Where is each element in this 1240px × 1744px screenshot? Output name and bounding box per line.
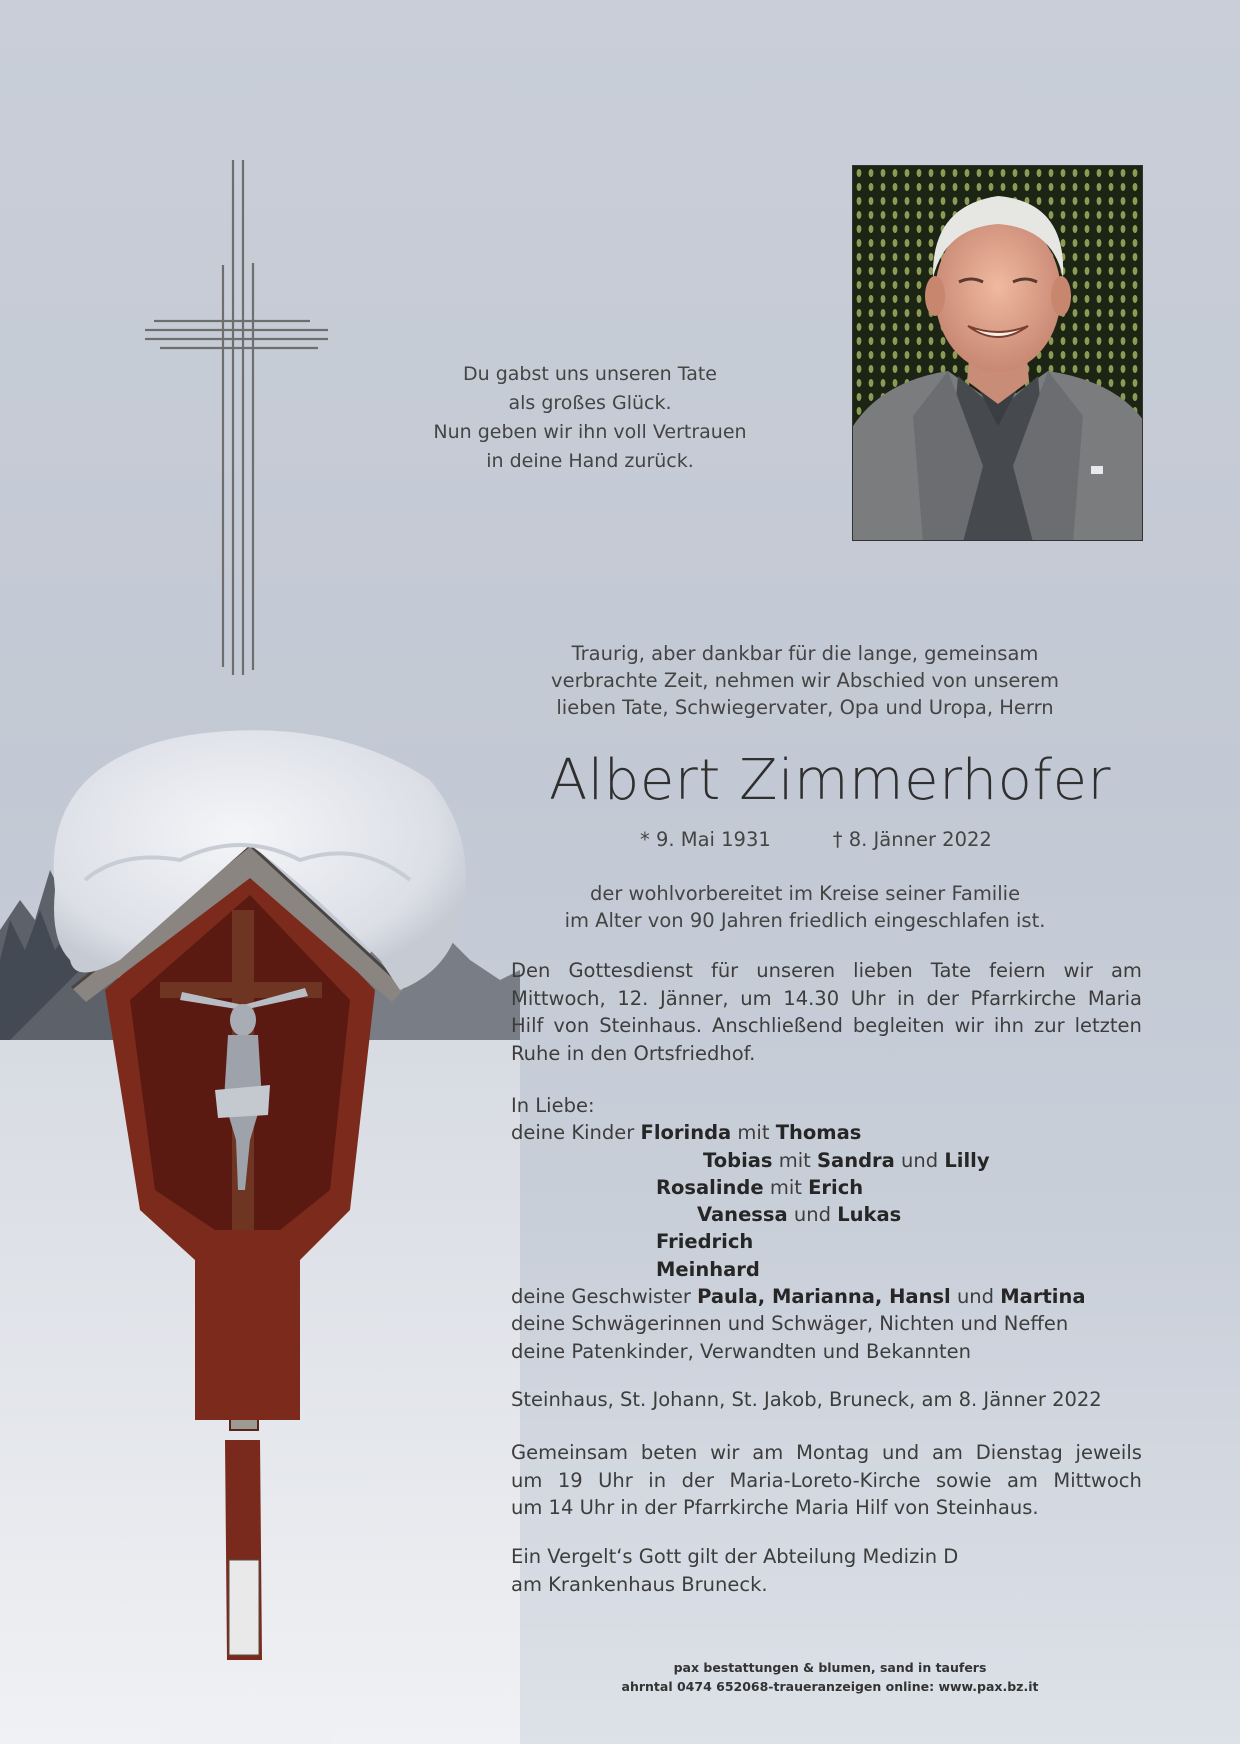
- service-line: Ruhe in den Ortsfriedhof.: [511, 1041, 756, 1065]
- word: beten: [640, 1441, 698, 1464]
- service-line: [511, 985, 1142, 1013]
- word: Mittwoch,: [511, 986, 606, 1010]
- word: Tate: [930, 959, 972, 982]
- deceased-name: Albert Zimmerhofer: [548, 748, 1112, 813]
- word: begleiten: [852, 1014, 945, 1037]
- siblings-row: deine Geschwister Paula, Marianna, Hansl und Martina: [511, 1285, 1086, 1309]
- prayer-text: [511, 1439, 1142, 1522]
- service-line: [511, 957, 1142, 985]
- word: Montag: [796, 1441, 870, 1464]
- word: zur: [1033, 1014, 1065, 1037]
- word: sowie: [936, 1468, 992, 1492]
- prayer-line: um 14 Uhr in der Pfarrkirche Maria Hilf von Steinhaus.: [511, 1496, 1039, 1519]
- death-date: † 8. Jänner 2022: [832, 828, 992, 851]
- word: Dienstag: [975, 1441, 1063, 1464]
- passing-note: [500, 880, 1110, 934]
- word: wir: [954, 1014, 984, 1037]
- word: Den: [511, 959, 551, 982]
- word: der: [681, 1468, 714, 1492]
- word: und: [882, 1441, 920, 1464]
- word: am: [1006, 1468, 1038, 1492]
- word: um: [511, 1468, 543, 1492]
- word: Steinhaus.: [599, 1014, 703, 1037]
- wayside-cross-image: [0, 720, 520, 1744]
- in-love-label: In Liebe:: [511, 1094, 595, 1117]
- word: letzten: [1074, 1014, 1142, 1037]
- verse-line: Du gabst uns unseren Tate: [463, 363, 717, 385]
- word: unseren: [756, 959, 836, 982]
- life-dates: [640, 828, 992, 851]
- word: jeweils: [1075, 1441, 1142, 1464]
- thanks-line: Ein Vergelt‘s Gott gilt der Abteilung Medizin D: [511, 1545, 959, 1568]
- thanks-note: [511, 1543, 958, 1598]
- word: wir: [710, 1441, 740, 1464]
- word: Maria-Loreto-Kirche: [729, 1468, 921, 1492]
- children-row: Rosalinde mit Erich: [656, 1175, 864, 1199]
- word: 14.30: [783, 986, 840, 1010]
- children-row: Meinhard: [656, 1257, 760, 1281]
- service-line: [511, 1012, 1142, 1040]
- intro-line: verbrachte Zeit, nehmen wir Abschied von unserem: [551, 669, 1059, 692]
- word: in: [648, 1468, 667, 1492]
- word: wir: [1063, 959, 1093, 982]
- word: ihn: [993, 1014, 1024, 1037]
- children-row: Friedrich: [656, 1230, 754, 1254]
- word: Anschließend: [712, 1014, 843, 1037]
- children-row: deine Kinder Florinda mit Thomas: [511, 1121, 862, 1145]
- word: Hilf: [511, 1014, 544, 1037]
- announcement-intro: [500, 640, 1110, 721]
- portrait-photo: [852, 165, 1143, 541]
- word: Maria: [1087, 986, 1142, 1010]
- prayer-line: [511, 1467, 1142, 1495]
- funeral-service-text: [511, 957, 1142, 1067]
- word: um: [740, 986, 772, 1010]
- word: lieben: [853, 959, 913, 982]
- cross-icon: [140, 155, 340, 680]
- thanks-line: am Krankenhaus Bruneck.: [511, 1572, 768, 1596]
- prayer-line: [511, 1439, 1142, 1467]
- word: Gemeinsam: [511, 1441, 628, 1464]
- godchildren-row: deine Patenkinder, Verwandten und Bekannten: [511, 1339, 972, 1363]
- word: am: [931, 1441, 963, 1464]
- word: Mittwoch: [1053, 1468, 1142, 1492]
- word: am: [1110, 959, 1142, 982]
- place-and-date: Steinhaus, St. Johann, St. Jakob, Bruneck, am 8. Jänner 2022: [511, 1388, 1102, 1411]
- word: von: [553, 1014, 590, 1037]
- inlaws-row: deine Schwägerinnen und Schwäger, Nichten und Neffen: [511, 1312, 1069, 1336]
- verse-line: Nun geben wir ihn voll Vertrauen: [433, 421, 747, 443]
- intro-line: lieben Tate, Schwiegervater, Opa und Uropa, Herrn: [556, 696, 1054, 719]
- word: Uhr: [850, 986, 886, 1010]
- memorial-verse: [380, 360, 800, 476]
- verse-line: in deine Hand zurück.: [486, 450, 694, 472]
- mourners-list: [511, 1092, 1151, 1365]
- word: 12.: [617, 986, 649, 1010]
- word: in: [897, 986, 915, 1010]
- word: Pfarrkirche: [970, 986, 1077, 1010]
- passing-line: der wohlvorbereitet im Kreise seiner Familie: [589, 882, 1021, 905]
- intro-line: Traurig, aber dankbar für die lange, gemeinsam: [571, 642, 1039, 665]
- footer-line: ahrntal 0474 652068-traueranzeigen online: www.pax.bz.it: [621, 1679, 1039, 1694]
- grandchildren-row: Vanessa und Lukas: [697, 1203, 902, 1227]
- word: Jänner,: [660, 986, 729, 1010]
- word: Uhr: [598, 1468, 633, 1492]
- word: am: [752, 1441, 784, 1464]
- word: der: [926, 986, 959, 1010]
- word: 19: [557, 1468, 583, 1492]
- birth-date: * 9. Mai 1931: [640, 828, 771, 851]
- grandchildren-row: Tobias mit Sandra und Lilly: [703, 1148, 990, 1172]
- footer-line: pax bestattungen & blumen, sand in taufers: [673, 1660, 987, 1675]
- passing-line: im Alter von 90 Jahren friedlich eingeschlafen ist.: [564, 909, 1046, 932]
- word: feiern: [989, 959, 1046, 982]
- word: für: [710, 959, 739, 982]
- word: Gottesdienst: [568, 959, 693, 982]
- funeral-home-footer: [560, 1658, 1100, 1696]
- verse-line: als großes Glück.: [508, 392, 672, 414]
